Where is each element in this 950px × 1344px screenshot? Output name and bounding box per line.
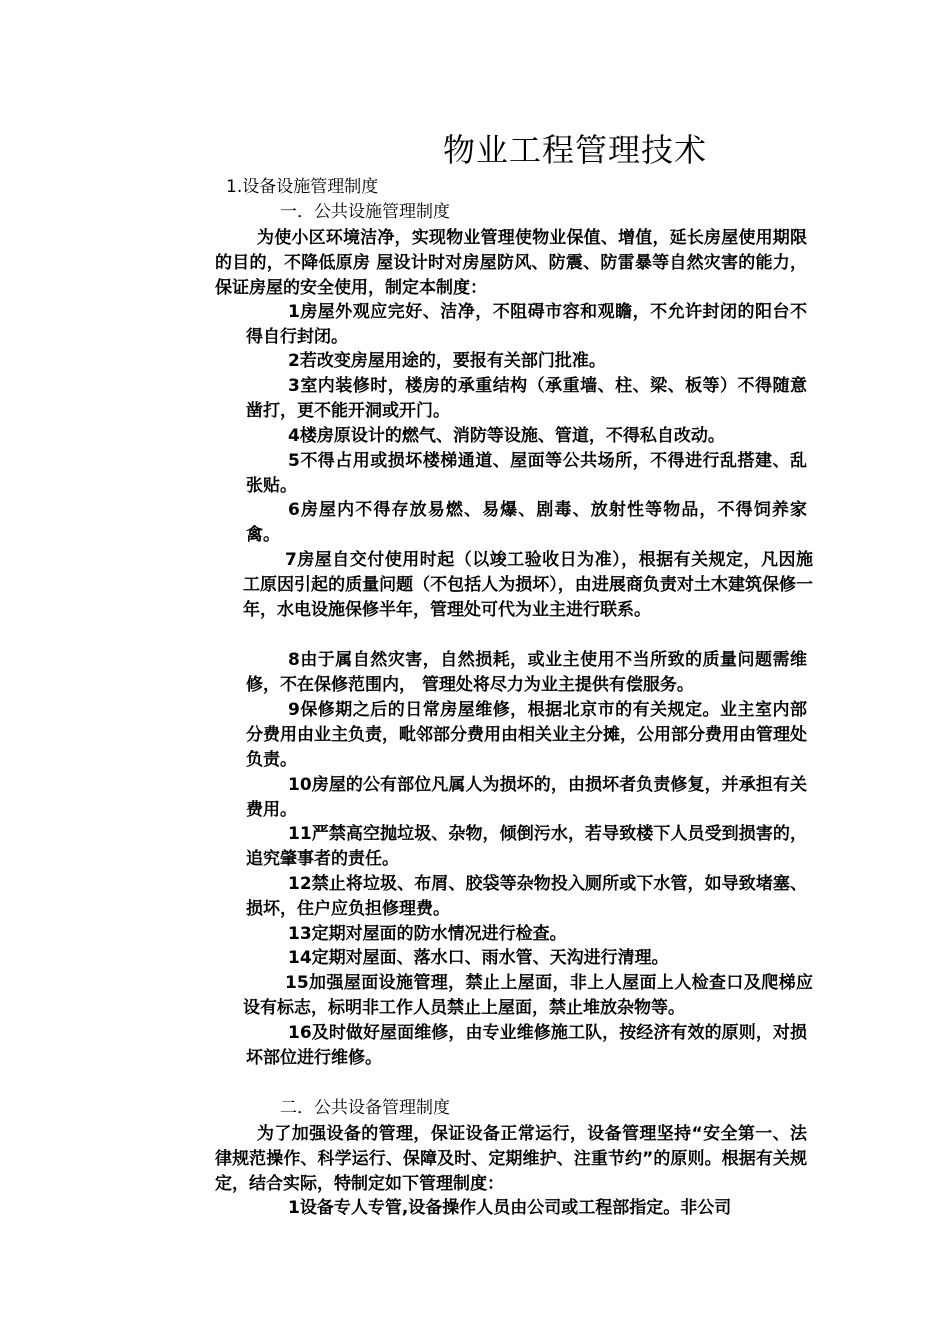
part1-item-6: 6房屋内不得存放易燃、易爆、剧毒、放射性等物品，不得饲养家禽。 bbox=[246, 500, 807, 545]
part1-item-2: 2若改变房屋用途的，要报有关部门批准。 bbox=[288, 351, 606, 371]
part1-item-3: 3室内装修时，楼房的承重结构（承重墙、柱、梁、板等）不得随意凿打，更不能开洞或开门。 bbox=[246, 376, 807, 421]
part1-heading: 一．公共设施管理制度 bbox=[280, 202, 450, 222]
part1-intro-paragraph: 为使小区环境洁净，实现物业管理使物业保值、增值，延长房屋使用期限的目的，不降低原房 屋设计时对房屋防风、防震、防雷暴等自然灾害的能力，保证房屋的安全使用，制定本制度： bbox=[215, 228, 807, 298]
part2-heading: 二．公共设备管理制度 bbox=[280, 1098, 450, 1118]
part1-item-5: 5不得占用或损坏楼梯通道、屋面等公共场所，不得进行乱搭建、乱张贴。 bbox=[246, 451, 807, 496]
part2-item-1: 1设备专人专管,设备操作人员由公司或工程部指定。非公司 bbox=[288, 1198, 732, 1218]
section-heading: 1.设备设施管理制度 bbox=[226, 177, 379, 197]
part1-item-9: 9保修期之后的日常房屋维修，根据北京市的有关规定。业主室内部分费用由业主负责，毗邻部分费用由相关业主分摊，公用部分费用由管理处负责。 bbox=[246, 700, 807, 770]
part1-item-11: 11严禁高空抛垃圾、杂物，倾倒污水，若导致楼下人员受到损害的，追究肇事者的责任。 bbox=[246, 824, 807, 869]
part1-item-7: 7房屋自交付使用时起（以竣工验收日为准），根据有关规定，凡因施工原因引起的质量问题（不包括人为损坏），由进展商负责对土木建筑保修一年，水电设施保修半年，管理处可代为业主进行联系。 bbox=[243, 550, 813, 620]
part1-item-4: 4楼房原设计的燃气、消防等设施、管道，不得私自改动。 bbox=[288, 426, 725, 446]
part1-item-13: 13定期对屋面的防水情况进行检查。 bbox=[288, 924, 567, 944]
part1-item-10: 10房屋的公有部位凡属人为损坏的，由损坏者负责修复，并承担有关费用。 bbox=[246, 775, 807, 820]
part1-item-15: 15加强屋面设施管理，禁止上屋面，非上人屋面上人检查口及爬梯应设有标志，标明非工作人员禁止上屋面，禁止堆放杂物等。 bbox=[243, 973, 813, 1018]
part2-intro-paragraph: 为了加强设备的管理，保证设备正常运行，设备管理坚持“安全第一、法律规范操作、科学运行、保障及时、定期维护、注重节约”的原则。根据有关规定，结合实际，特制定如下管理制度： bbox=[215, 1124, 807, 1194]
part1-item-1: 1房屋外观应完好、洁净，不阻碍市容和观瞻，不允许封闭的阳台不得自行封闭。 bbox=[246, 302, 807, 347]
part1-item-8: 8由于属自然灾害，自然损耗，或业主使用不当所致的质量问题需维修，不在保修范围内， 管理处将尽力为业主提供有偿服务。 bbox=[246, 650, 807, 695]
part1-item-14: 14定期对屋面、落水口、雨水管、天沟进行清理。 bbox=[288, 948, 669, 968]
part1-item-16: 16及时做好屋面维修，由专业维修施工队，按经济有效的原则，对损坏部位进行维修。 bbox=[246, 1023, 807, 1068]
document-title: 物业工程管理技术 bbox=[443, 131, 708, 169]
part1-item-12: 12禁止将垃圾、布屑、胶袋等杂物投入厕所或下水管，如导致堵塞、损坏，住户应负担修理费。 bbox=[246, 874, 807, 919]
